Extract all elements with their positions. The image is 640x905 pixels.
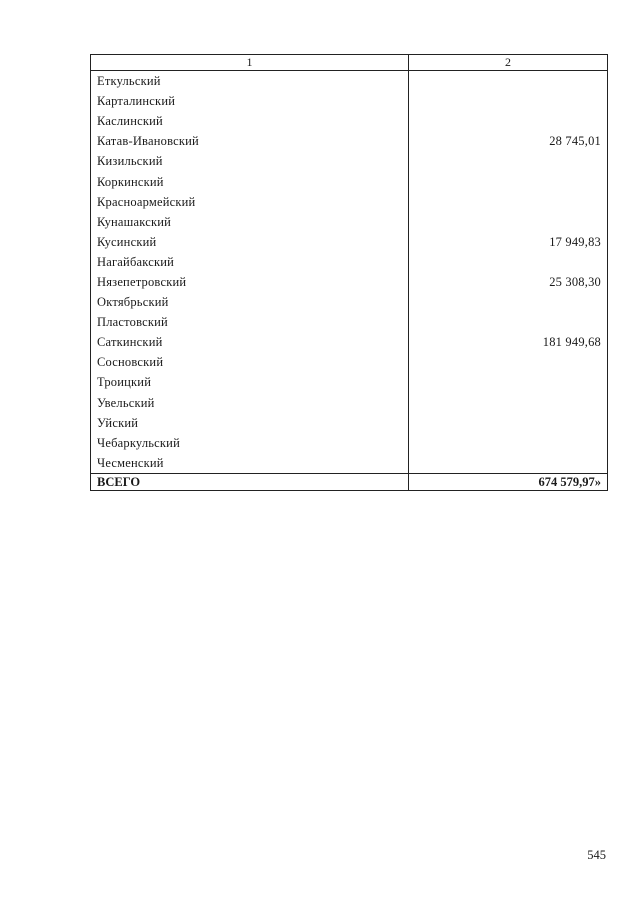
- district-name: Сосновский: [91, 352, 409, 372]
- amount-value: [409, 393, 608, 413]
- data-table: [90, 54, 608, 491]
- table-body: [91, 71, 608, 474]
- amount-value: [409, 252, 608, 272]
- table-row: [91, 453, 608, 474]
- total-row: [91, 473, 608, 490]
- amount-value: 28 745,01: [409, 131, 608, 151]
- district-name: Кусинский: [91, 232, 409, 252]
- amount-value: [409, 453, 608, 474]
- table-row: [91, 171, 608, 191]
- table-header-row: [91, 55, 608, 71]
- amount-value: [409, 111, 608, 131]
- amount-value: [409, 413, 608, 433]
- district-name: Чебаркульский: [91, 433, 409, 453]
- district-name: Кизильский: [91, 151, 409, 171]
- table-row: [91, 252, 608, 272]
- district-name: Нагайбакский: [91, 252, 409, 272]
- district-name: Карталинский: [91, 91, 409, 111]
- district-name: Чесменский: [91, 453, 409, 474]
- column-header-1: 1: [91, 55, 409, 71]
- district-name: Пластовский: [91, 312, 409, 332]
- district-name: Каслинский: [91, 111, 409, 131]
- amount-value: [409, 352, 608, 372]
- table-row: [91, 71, 608, 92]
- district-name: Троицкий: [91, 372, 409, 392]
- table-row: [91, 332, 608, 352]
- amount-value: 181 949,68: [409, 332, 608, 352]
- table-row: [91, 151, 608, 171]
- table-row: [91, 131, 608, 151]
- amount-value: [409, 433, 608, 453]
- total-label: ВСЕГО: [91, 473, 409, 490]
- district-name: Катав-Ивановский: [91, 131, 409, 151]
- district-name: Увельский: [91, 393, 409, 413]
- amount-value: [409, 91, 608, 111]
- amount-value: [409, 372, 608, 392]
- district-name: Красноармейский: [91, 192, 409, 212]
- district-name: Нязепетровский: [91, 272, 409, 292]
- table-row: [91, 272, 608, 292]
- table-row: [91, 192, 608, 212]
- amount-value: [409, 151, 608, 171]
- amount-value: [409, 171, 608, 191]
- table-row: [91, 372, 608, 392]
- total-value: 674 579,97»: [409, 473, 608, 490]
- page-number: 545: [587, 848, 606, 862]
- amount-value: 25 308,30: [409, 272, 608, 292]
- district-name: Еткульский: [91, 71, 409, 92]
- table-row: [91, 312, 608, 332]
- district-name: Саткинский: [91, 332, 409, 352]
- table-row: [91, 292, 608, 312]
- table-row: [91, 393, 608, 413]
- column-header-2: 2: [409, 55, 608, 71]
- district-name: Кунашакский: [91, 212, 409, 232]
- table-row: [91, 111, 608, 131]
- district-name: Октябрьский: [91, 292, 409, 312]
- amount-value: [409, 292, 608, 312]
- district-name: Коркинский: [91, 171, 409, 191]
- amount-value: [409, 212, 608, 232]
- table-row: [91, 433, 608, 453]
- amount-value: [409, 192, 608, 212]
- table-row: [91, 352, 608, 372]
- amount-value: 17 949,83: [409, 232, 608, 252]
- amount-value: [409, 71, 608, 92]
- table-row: [91, 91, 608, 111]
- amount-value: [409, 312, 608, 332]
- table-row: [91, 232, 608, 252]
- table-row: [91, 212, 608, 232]
- table-row: [91, 413, 608, 433]
- district-name: Уйский: [91, 413, 409, 433]
